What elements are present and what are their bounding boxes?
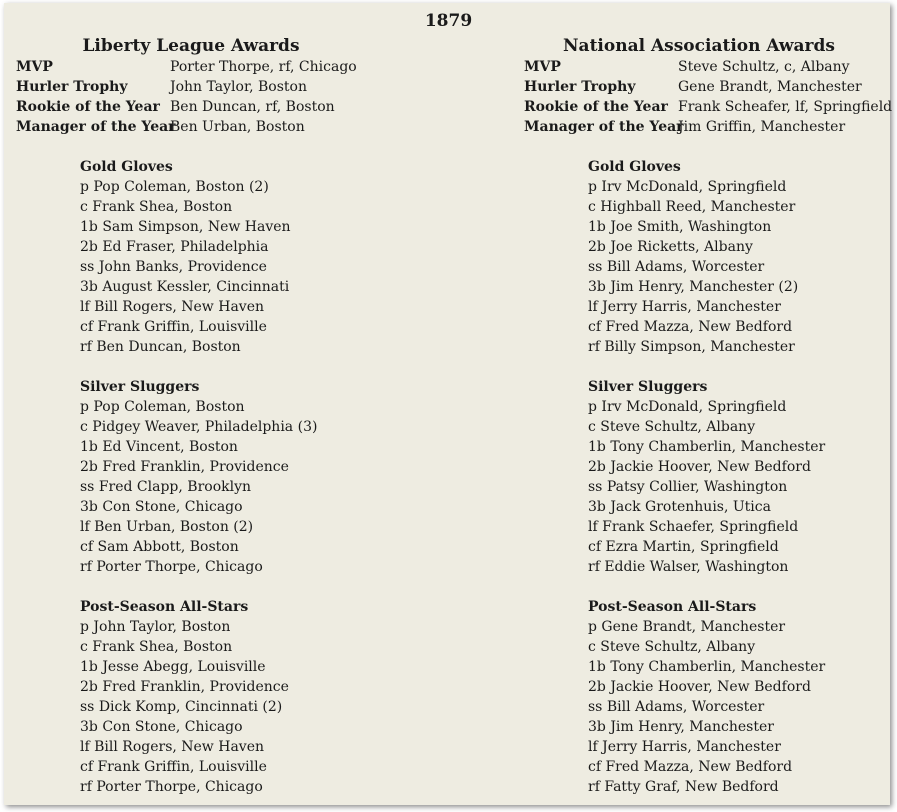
list-item: c Steve Schultz, Albany	[588, 639, 756, 655]
major-award-row	[524, 57, 892, 77]
major-award-label: MVP	[16, 59, 53, 75]
list-item: ss Patsy Collier, Washington	[588, 479, 788, 495]
major-award-value: Steve Schultz, c, Albany	[678, 59, 850, 75]
list-item: c Frank Shea, Boston	[80, 639, 233, 655]
list-item: p Pop Coleman, Boston	[80, 399, 245, 415]
list-item: cf Frank Griffin, Louisville	[80, 759, 267, 775]
list-item: 3b Jim Henry, Manchester (2)	[588, 279, 799, 295]
list-item: lf Jerry Harris, Manchester	[588, 739, 781, 755]
list-item: c Steve Schultz, Albany	[588, 419, 756, 435]
list-item: cf Sam Abbott, Boston	[80, 539, 239, 555]
list-item: p Gene Brandt, Manchester	[588, 619, 786, 635]
list-item: c Frank Shea, Boston	[80, 199, 233, 215]
list-item: rf Ben Duncan, Boston	[80, 339, 241, 355]
major-award-row	[524, 97, 892, 117]
list-item: 1b Ed Vincent, Boston	[80, 439, 238, 455]
major-award-row	[16, 57, 366, 77]
list-item: rf Fatty Graf, New Bedford	[588, 779, 779, 795]
major-award-label: Hurler Trophy	[524, 79, 636, 95]
list-item: lf Jerry Harris, Manchester	[588, 299, 781, 315]
list-item: 3b Con Stone, Chicago	[80, 499, 243, 515]
list-item: lf Ben Urban, Boston (2)	[80, 519, 254, 535]
major-award-row	[16, 117, 366, 137]
list-item: p Irv McDonald, Springfield	[588, 179, 787, 195]
list-item: 1b Jesse Abegg, Louisville	[80, 659, 266, 675]
major-award-row	[524, 117, 892, 137]
section-post-season-all-stars	[80, 597, 366, 797]
list-item: 1b Sam Simpson, New Haven	[80, 219, 291, 235]
section-gold-gloves	[588, 157, 892, 357]
major-award-label: Rookie of the Year	[524, 99, 668, 115]
list-item: c Pidgey Weaver, Philadelphia (3)	[80, 419, 318, 435]
list-item: rf Billy Simpson, Manchester	[588, 339, 795, 355]
page-title-year: 1879	[424, 11, 473, 31]
major-award-value: Jim Griffin, Manchester	[678, 119, 846, 135]
list-item: ss Fred Clapp, Brooklyn	[80, 479, 252, 495]
major-award-value: Ben Urban, Boston	[170, 119, 305, 135]
list-item: 2b Ed Fraser, Philadelphia	[80, 239, 269, 255]
list-item: 3b Con Stone, Chicago	[80, 719, 243, 735]
list-item: lf Frank Schaefer, Springfield	[588, 519, 799, 535]
major-award-label: MVP	[524, 59, 561, 75]
league-title: Liberty League Awards	[82, 36, 300, 56]
list-item: ss Bill Adams, Worcester	[588, 699, 765, 715]
section-gold-gloves	[80, 157, 366, 357]
major-award-value: Gene Brandt, Manchester	[678, 79, 862, 95]
list-item: lf Bill Rogers, New Haven	[80, 299, 265, 315]
list-item: p Pop Coleman, Boston (2)	[80, 179, 269, 195]
section-title: Gold Gloves	[80, 159, 173, 175]
list-item: cf Frank Griffin, Louisville	[80, 319, 267, 335]
list-item: c Highball Reed, Manchester	[588, 199, 796, 215]
major-award-value: Frank Scheafer, lf, Springfield	[678, 99, 893, 115]
section-post-season-all-stars	[588, 597, 892, 797]
list-item: rf Eddie Walser, Washington	[588, 559, 789, 575]
list-item: ss Dick Komp, Cincinnati (2)	[80, 699, 283, 715]
major-award-label: Manager of the Year	[524, 119, 684, 135]
major-award-row	[16, 77, 366, 97]
section-silver-sluggers	[588, 377, 892, 577]
list-item: cf Ezra Martin, Springfield	[588, 539, 779, 555]
list-item: 1b Tony Chamberlin, Manchester	[588, 439, 826, 455]
list-item: rf Porter Thorpe, Chicago	[80, 559, 263, 575]
list-item: ss John Banks, Providence	[80, 259, 267, 275]
league-column-liberty	[16, 36, 366, 797]
list-item: p Irv McDonald, Springfield	[588, 399, 787, 415]
list-item: p John Taylor, Boston	[80, 619, 231, 635]
list-item: 1b Tony Chamberlin, Manchester	[588, 659, 826, 675]
section-title: Post-Season All-Stars	[80, 599, 249, 615]
section-silver-sluggers	[80, 377, 366, 577]
list-item: rf Porter Thorpe, Chicago	[80, 779, 263, 795]
list-item: 2b Jackie Hoover, New Bedford	[588, 459, 811, 475]
list-item: cf Fred Mazza, New Bedford	[588, 319, 793, 335]
list-item: 2b Joe Ricketts, Albany	[588, 239, 753, 255]
section-title: Silver Sluggers	[80, 379, 200, 395]
section-title: Silver Sluggers	[588, 379, 708, 395]
major-award-label: Rookie of the Year	[16, 99, 160, 115]
list-item: 3b August Kessler, Cincinnati	[80, 279, 290, 295]
major-award-label: Hurler Trophy	[16, 79, 128, 95]
league-column-national	[524, 36, 892, 797]
list-item: cf Fred Mazza, New Bedford	[588, 759, 793, 775]
list-item: 2b Fred Franklin, Providence	[80, 459, 289, 475]
major-award-row	[16, 97, 366, 117]
section-title: Gold Gloves	[588, 159, 681, 175]
section-title: Post-Season All-Stars	[588, 599, 757, 615]
list-item: 3b Jim Henry, Manchester	[588, 719, 774, 735]
list-item: 2b Fred Franklin, Providence	[80, 679, 289, 695]
major-award-row	[524, 77, 892, 97]
league-title: National Association Awards	[563, 36, 835, 56]
major-award-value: Ben Duncan, rf, Boston	[170, 99, 335, 115]
list-item: 2b Jackie Hoover, New Bedford	[588, 679, 811, 695]
list-item: ss Bill Adams, Worcester	[588, 259, 765, 275]
major-award-label: Manager of the Year	[16, 119, 176, 135]
major-award-value: Porter Thorpe, rf, Chicago	[170, 59, 357, 75]
major-award-value: John Taylor, Boston	[170, 79, 307, 95]
list-item: lf Bill Rogers, New Haven	[80, 739, 265, 755]
list-item: 1b Joe Smith, Washington	[588, 219, 772, 235]
list-item: 3b Jack Grotenhuis, Utica	[588, 499, 771, 515]
